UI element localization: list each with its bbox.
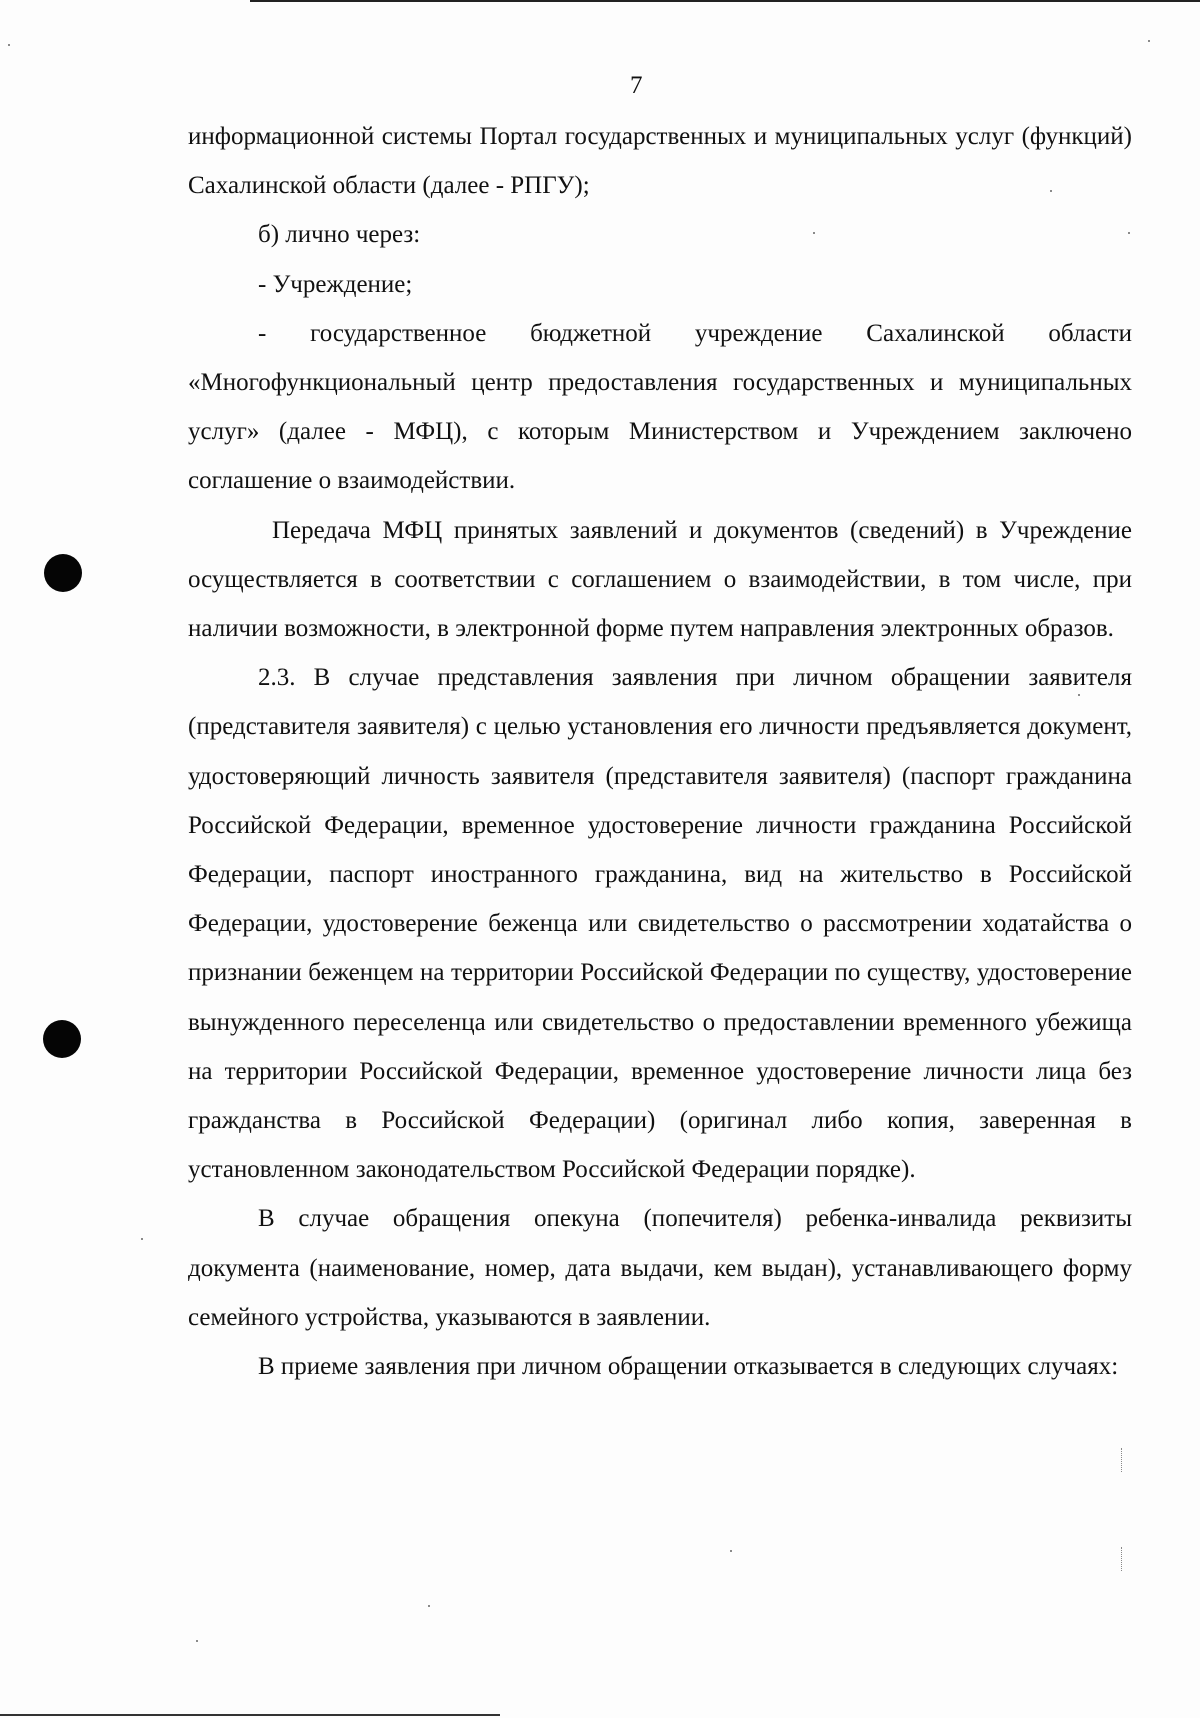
paragraph-institution: - Учреждение; bbox=[258, 270, 413, 298]
paragraph-refusal-cases: В приеме заявления при личном обращении отказывается в следующих случаях: bbox=[258, 1353, 1119, 1381]
punch-hole-mark bbox=[43, 1020, 81, 1058]
scan-speck bbox=[428, 1605, 430, 1607]
punch-hole-mark bbox=[44, 554, 82, 592]
paragraph-guardian: В случае обращения опекуна (попечителя) ребенка-инвалида реквизиты документа (наименование, номер, дата выдачи, кем выдан), устанавливающего форму семейного устройства, указываются в заявлении. bbox=[188, 1205, 1132, 1331]
scan-speck bbox=[8, 44, 10, 46]
scan-speck bbox=[1148, 40, 1150, 42]
paragraph-personally-through: б) лично через: bbox=[258, 221, 421, 249]
paragraph-section-2-3: 2.3. В случае представления заявления при личном обращении заявителя (представителя заявителя) с целью установления его личности предъявляется документ, удостоверяющий личность заявителя (представителя заявителя) (паспорт гражданина Российской Федерации, временное удостоверение личности гражданина Российской Федерации, паспорт иностранного гражданина, вид на жительство в Российской Федерации, удостоверение беженца или свидетельство о рассмотрении ходатайства о признании беженцем на территории Российской Федерации по существу, удостоверение вынужденного переселенца или свидетельство о предоставлении временного убежища на территории Российской Федерации, временное удостоверение личности лица без гражданства в Российской Федерации) (оригинал либо копия, заверенная в установленном законодательством Российской Федерации порядке). bbox=[188, 664, 1132, 1184]
scan-bottom-edge bbox=[0, 1714, 500, 1716]
paragraph-mfc-transfer: Передача МФЦ принятых заявлений и документов (сведений) в Учреждение осуществляется в соответствии с соглашением о взаимодействии, в том числе, при наличии возможности, в электронной форме путем направления электронных образов. bbox=[188, 516, 1132, 643]
scan-mark bbox=[1121, 1547, 1123, 1571]
scan-speck bbox=[730, 1550, 732, 1552]
scan-speck bbox=[141, 1238, 143, 1240]
document-body bbox=[188, 112, 1132, 1391]
scan-top-edge bbox=[250, 0, 1200, 2]
scan-mark bbox=[1121, 1448, 1123, 1472]
paragraph-rpgu: информационной системы Портал государственных и муниципальных услуг (функций) Сахалинской области (далее - РПГУ); bbox=[188, 123, 1132, 200]
scan-speck bbox=[196, 1640, 198, 1642]
page-number: 7 bbox=[630, 72, 643, 99]
paragraph-mfc: - государственное бюджетной учреждение Сахалинской области «Многофункциональный центр предоставления государственных и муниципальных услуг» (далее - МФЦ), с которым Министерством и Учреждением заключено соглашение о взаимодействии. bbox=[188, 319, 1132, 495]
